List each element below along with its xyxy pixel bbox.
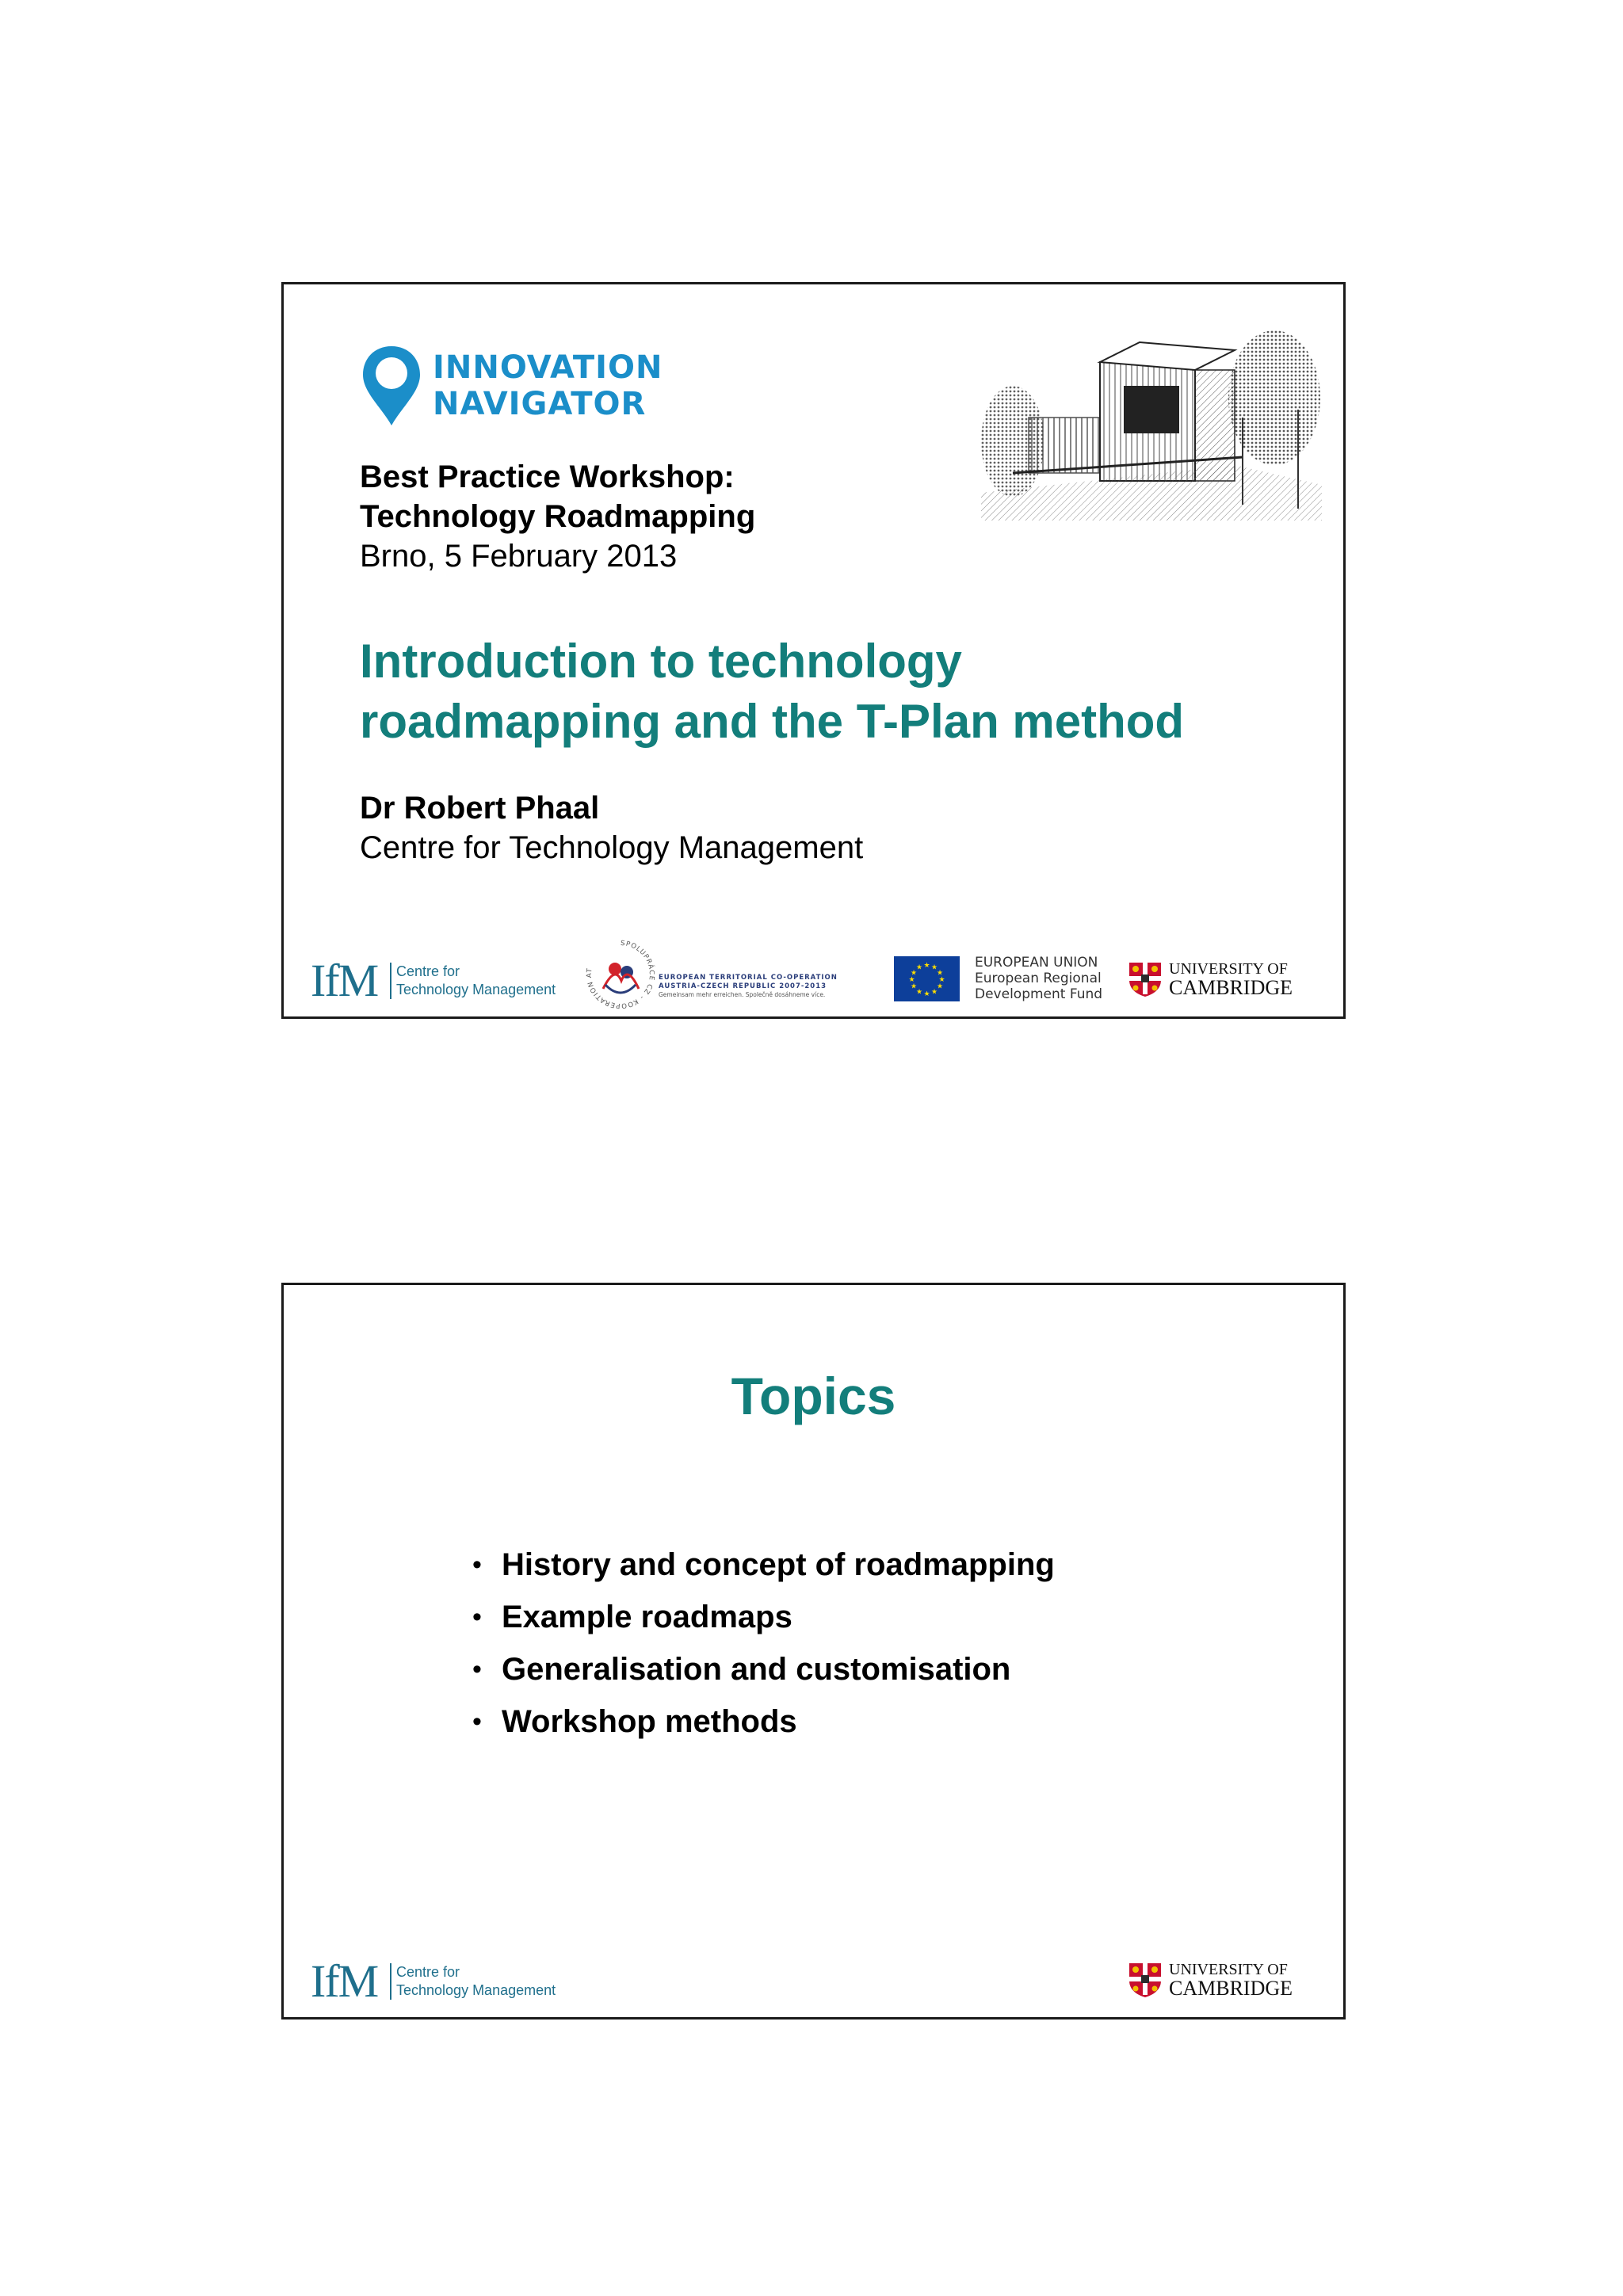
topic-item (472, 1591, 1055, 1643)
svg-text:★: ★ (915, 988, 923, 997)
ifm-logo (311, 955, 564, 1006)
cambridge-logo (1128, 1958, 1326, 2000)
cooperation-line-1: EUROPEAN TERRITORIAL CO-OPERATION (659, 974, 838, 982)
topic-item (472, 1695, 1055, 1748)
ifm-letters: IfM (311, 955, 378, 1006)
topic-item (472, 1539, 1055, 1591)
workshop-title (360, 457, 755, 536)
cambridge-line-1: UNIVERSITY OF (1169, 960, 1288, 978)
ifm-line-1: Centre for (396, 1964, 460, 1980)
cambridge-line-1: UNIVERSITY OF (1169, 1961, 1288, 1978)
topic-text: History and concept of roadmapping (502, 1547, 1055, 1582)
bullet-icon: • (472, 1707, 482, 1737)
topic-text: Generalisation and customisation (502, 1652, 1011, 1687)
ifm-line-2: Technology Management (396, 982, 556, 997)
map-pin-icon (360, 343, 423, 430)
bullet-icon: • (472, 1550, 482, 1580)
author-affiliation: Centre for Technology Management (360, 830, 864, 865)
eu-line-2: European Regional (975, 971, 1102, 986)
workshop-line-2: Technology Roadmapping (360, 499, 756, 534)
ifm-line-1: Centre for (396, 963, 460, 979)
svg-text:★: ★ (915, 963, 923, 972)
workshop-line-1: Best Practice Workshop: (360, 460, 735, 494)
topic-text: Example roadmaps (502, 1600, 792, 1634)
svg-text:★: ★ (936, 982, 944, 991)
cambridge-logo (1128, 958, 1326, 999)
svg-text:SPOLUPRÁCE CZ - KOOPERATION AT (586, 940, 657, 1009)
svg-text:★: ★ (923, 962, 930, 970)
cooperation-programme-logo (583, 937, 845, 1013)
ifm-line-2: Technology Management (396, 1982, 556, 1998)
ifm-divider (390, 963, 391, 999)
logo-line-1: INNOVATION (433, 349, 663, 386)
author-name: Dr Robert Phaal (360, 791, 600, 826)
svg-text:★: ★ (930, 963, 938, 972)
eu-flag-icon (894, 956, 960, 1001)
svg-text:★: ★ (910, 982, 918, 991)
cooperation-line-2: AUSTRIA-CZECH REPUBLIC 2007-2013 (659, 982, 827, 990)
topics-title: Topics (731, 1367, 896, 1425)
eu-line-3: Development Fund (975, 986, 1103, 1002)
eu-line-1: EUROPEAN UNION (975, 955, 1098, 971)
svg-text:★: ★ (908, 976, 915, 984)
cambridge-line-2: CAMBRIDGE (1169, 1977, 1293, 2000)
svg-text:★: ★ (930, 988, 938, 997)
cambridge-crest-icon (1128, 1962, 1163, 1998)
cambridge-line-2: CAMBRIDGE (1169, 976, 1293, 999)
ifm-logo (311, 1955, 564, 2007)
cooperation-line-3: Gemeinsam mehr erreichen. Společně dosáhneme více. (659, 991, 826, 998)
title-line-1: Introduction to technology (360, 635, 962, 688)
presentation-title (360, 631, 1271, 752)
title-line-2: roadmapping and the T-Plan method (360, 695, 1185, 748)
eu-fund-text (975, 955, 1102, 1002)
innovation-navigator-logo (360, 343, 661, 430)
topics-list (472, 1539, 1055, 1748)
svg-text:★: ★ (910, 969, 918, 978)
building-sketch-image (981, 322, 1322, 521)
cooperation-emblem-icon (583, 937, 659, 1013)
slide-topics (281, 1283, 1346, 2019)
svg-text:★: ★ (938, 976, 945, 984)
workshop-place-date: Brno, 5 February 2013 (360, 539, 678, 574)
logo-line-2: NAVIGATOR (433, 386, 647, 422)
svg-text:★: ★ (923, 990, 930, 998)
svg-text:★: ★ (936, 969, 944, 978)
cooperation-ring-text: SPOLUPRÁCE CZ - KOOPERATION AT (585, 939, 656, 1010)
bullet-icon: • (472, 1654, 482, 1684)
topic-text: Workshop methods (502, 1704, 797, 1739)
ifm-letters: IfM (311, 1955, 378, 2007)
slide-title (281, 282, 1346, 1019)
bullet-icon: • (472, 1602, 482, 1632)
ifm-divider (390, 1963, 391, 2000)
topic-item (472, 1643, 1055, 1695)
cambridge-crest-icon (1128, 961, 1163, 997)
